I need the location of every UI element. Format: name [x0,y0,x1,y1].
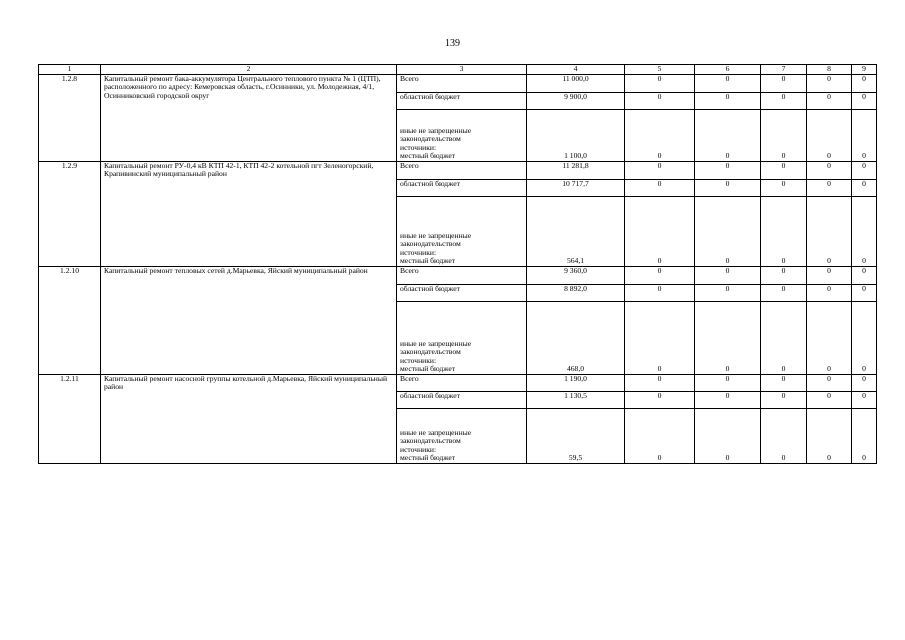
value-cell: 0 [852,408,877,463]
value-cell: 8 892,0 [527,284,625,301]
funding-source: Всего [397,161,527,179]
funding-source: Всего [397,266,527,284]
funding-source-line: иные не запрещенные [400,125,472,135]
value-cell: 0 [761,301,807,374]
value-cell: 0 [807,266,852,284]
value-cell: 0 [761,92,807,109]
value-cell: 0 [625,301,695,374]
value-cell: 0 [852,196,877,266]
value-cell: 0 [852,266,877,284]
value-cell: 0 [625,92,695,109]
value-cell: 59,5 [527,408,625,463]
value-cell: 0 [852,179,877,196]
funding-source: областной бюджет [397,391,527,408]
budget-table [38,64,877,464]
funding-source [397,109,527,161]
funding-source: Всего [397,74,527,92]
value-cell: 0 [695,284,761,301]
value-cell: 0 [625,284,695,301]
value-cell: 0 [852,374,877,391]
column-header: 3 [397,65,527,75]
row-description: Капитальный ремонт бака-аккумулятора Центрального теплового пункта № 1 (ЦТП), расположенного по адресу: Кемеровская область, г.Осинники, ул. Молодежная, 4/1, Осинниковский городской округ [101,74,397,161]
funding-source-line: законодательством [400,134,461,143]
value-cell: 0 [807,408,852,463]
value-cell: 0 [761,109,807,161]
table-row [39,74,877,92]
funding-source-line: источники: [400,247,437,257]
page-number: 139 [445,38,460,49]
row-number: 1.2.8 [39,74,101,161]
value-cell: 0 [761,196,807,266]
value-cell: 0 [852,109,877,161]
value-cell: 0 [761,74,807,92]
funding-source-line: местный бюджет [400,453,456,462]
column-header: 4 [527,65,625,75]
value-cell: 0 [695,196,761,266]
value-cell: 0 [761,179,807,196]
value-cell: 0 [807,74,852,92]
value-cell: 0 [695,74,761,92]
value-cell: 11 000,0 [527,74,625,92]
value-cell: 10 717,7 [527,179,625,196]
value-cell: 0 [625,196,695,266]
column-header: 7 [761,65,807,75]
value-cell: 0 [852,74,877,92]
value-cell: 0 [807,92,852,109]
value-cell: 1 190,0 [527,374,625,391]
table-row [39,374,877,391]
value-cell: 0 [761,408,807,463]
value-cell: 0 [807,391,852,408]
row-number: 1.2.10 [39,266,101,374]
value-cell: 0 [625,391,695,408]
column-header: 9 [852,65,877,75]
funding-source-line: источники: [400,355,437,365]
funding-source-line: законодательством [400,436,461,445]
value-cell: 9 900,0 [527,92,625,109]
value-cell: 0 [695,408,761,463]
value-cell: 0 [761,161,807,179]
value-cell: 0 [852,301,877,374]
funding-source-line: иные не запрещенные [400,338,472,348]
column-header: 5 [625,65,695,75]
value-cell: 0 [625,161,695,179]
row-number: 1.2.9 [39,161,101,266]
column-header: 8 [807,65,852,75]
value-cell: 0 [625,109,695,161]
funding-source-line: законодательством [400,347,461,356]
value-cell: 0 [807,374,852,391]
funding-source: областной бюджет [397,179,527,196]
funding-source-line: местный бюджет [400,256,456,265]
value-cell: 0 [852,391,877,408]
value-cell: 0 [625,74,695,92]
row-description: Капитальный ремонт насосной группы котельной д.Марьевка, Яйский муниципальный район [101,374,397,463]
value-cell: 0 [807,179,852,196]
value-cell: 0 [852,161,877,179]
funding-source-line: законодательством [400,239,461,248]
value-cell: 1 130,5 [527,391,625,408]
value-cell: 0 [695,374,761,391]
value-cell: 468,0 [527,301,625,374]
value-cell: 9 360,0 [527,266,625,284]
value-cell: 0 [807,161,852,179]
funding-source: Всего [397,374,527,391]
funding-source [397,301,527,374]
table-row [39,266,877,284]
value-cell: 0 [807,284,852,301]
value-cell: 0 [761,266,807,284]
value-cell: 0 [761,284,807,301]
value-cell: 0 [761,391,807,408]
funding-source-line: источники: [400,444,437,454]
value-cell: 0 [807,301,852,374]
value-cell: 1 100,0 [527,109,625,161]
value-cell: 0 [807,109,852,161]
funding-source [397,408,527,463]
row-description: Капитальный ремонт РУ-0,4 кВ КТП 42-1, КТП 42-2 котельной пгт Зеленогорский, Крапивинский муниципальный район [101,161,397,266]
value-cell: 564,1 [527,196,625,266]
value-cell: 0 [625,408,695,463]
column-header: 6 [695,65,761,75]
funding-source [397,196,527,266]
row-description: Капитальный ремонт тепловых сетей д.Марьевка, Яйский муниципальный район [101,266,397,374]
funding-source-line: местный бюджет [400,364,456,373]
funding-source-line: иные не запрещенные [400,230,472,240]
column-header: 2 [101,65,397,75]
value-cell: 0 [695,301,761,374]
funding-source-line: местный бюджет [400,151,456,160]
value-cell: 0 [695,92,761,109]
value-cell: 0 [852,92,877,109]
value-cell: 0 [625,179,695,196]
funding-source-line: иные не запрещенные [400,427,472,437]
funding-source: областной бюджет [397,284,527,301]
row-number: 1.2.11 [39,374,101,463]
column-header: 1 [39,65,101,75]
value-cell: 0 [695,161,761,179]
value-cell: 0 [695,391,761,408]
value-cell: 0 [625,266,695,284]
table-row [39,161,877,179]
value-cell: 11 281,8 [527,161,625,179]
column-header-row [39,65,877,75]
value-cell: 0 [695,179,761,196]
funding-source-line: источники: [400,142,437,152]
funding-source: областной бюджет [397,92,527,109]
value-cell: 0 [695,109,761,161]
value-cell: 0 [625,374,695,391]
value-cell: 0 [852,284,877,301]
value-cell: 0 [761,374,807,391]
value-cell: 0 [807,196,852,266]
value-cell: 0 [695,266,761,284]
